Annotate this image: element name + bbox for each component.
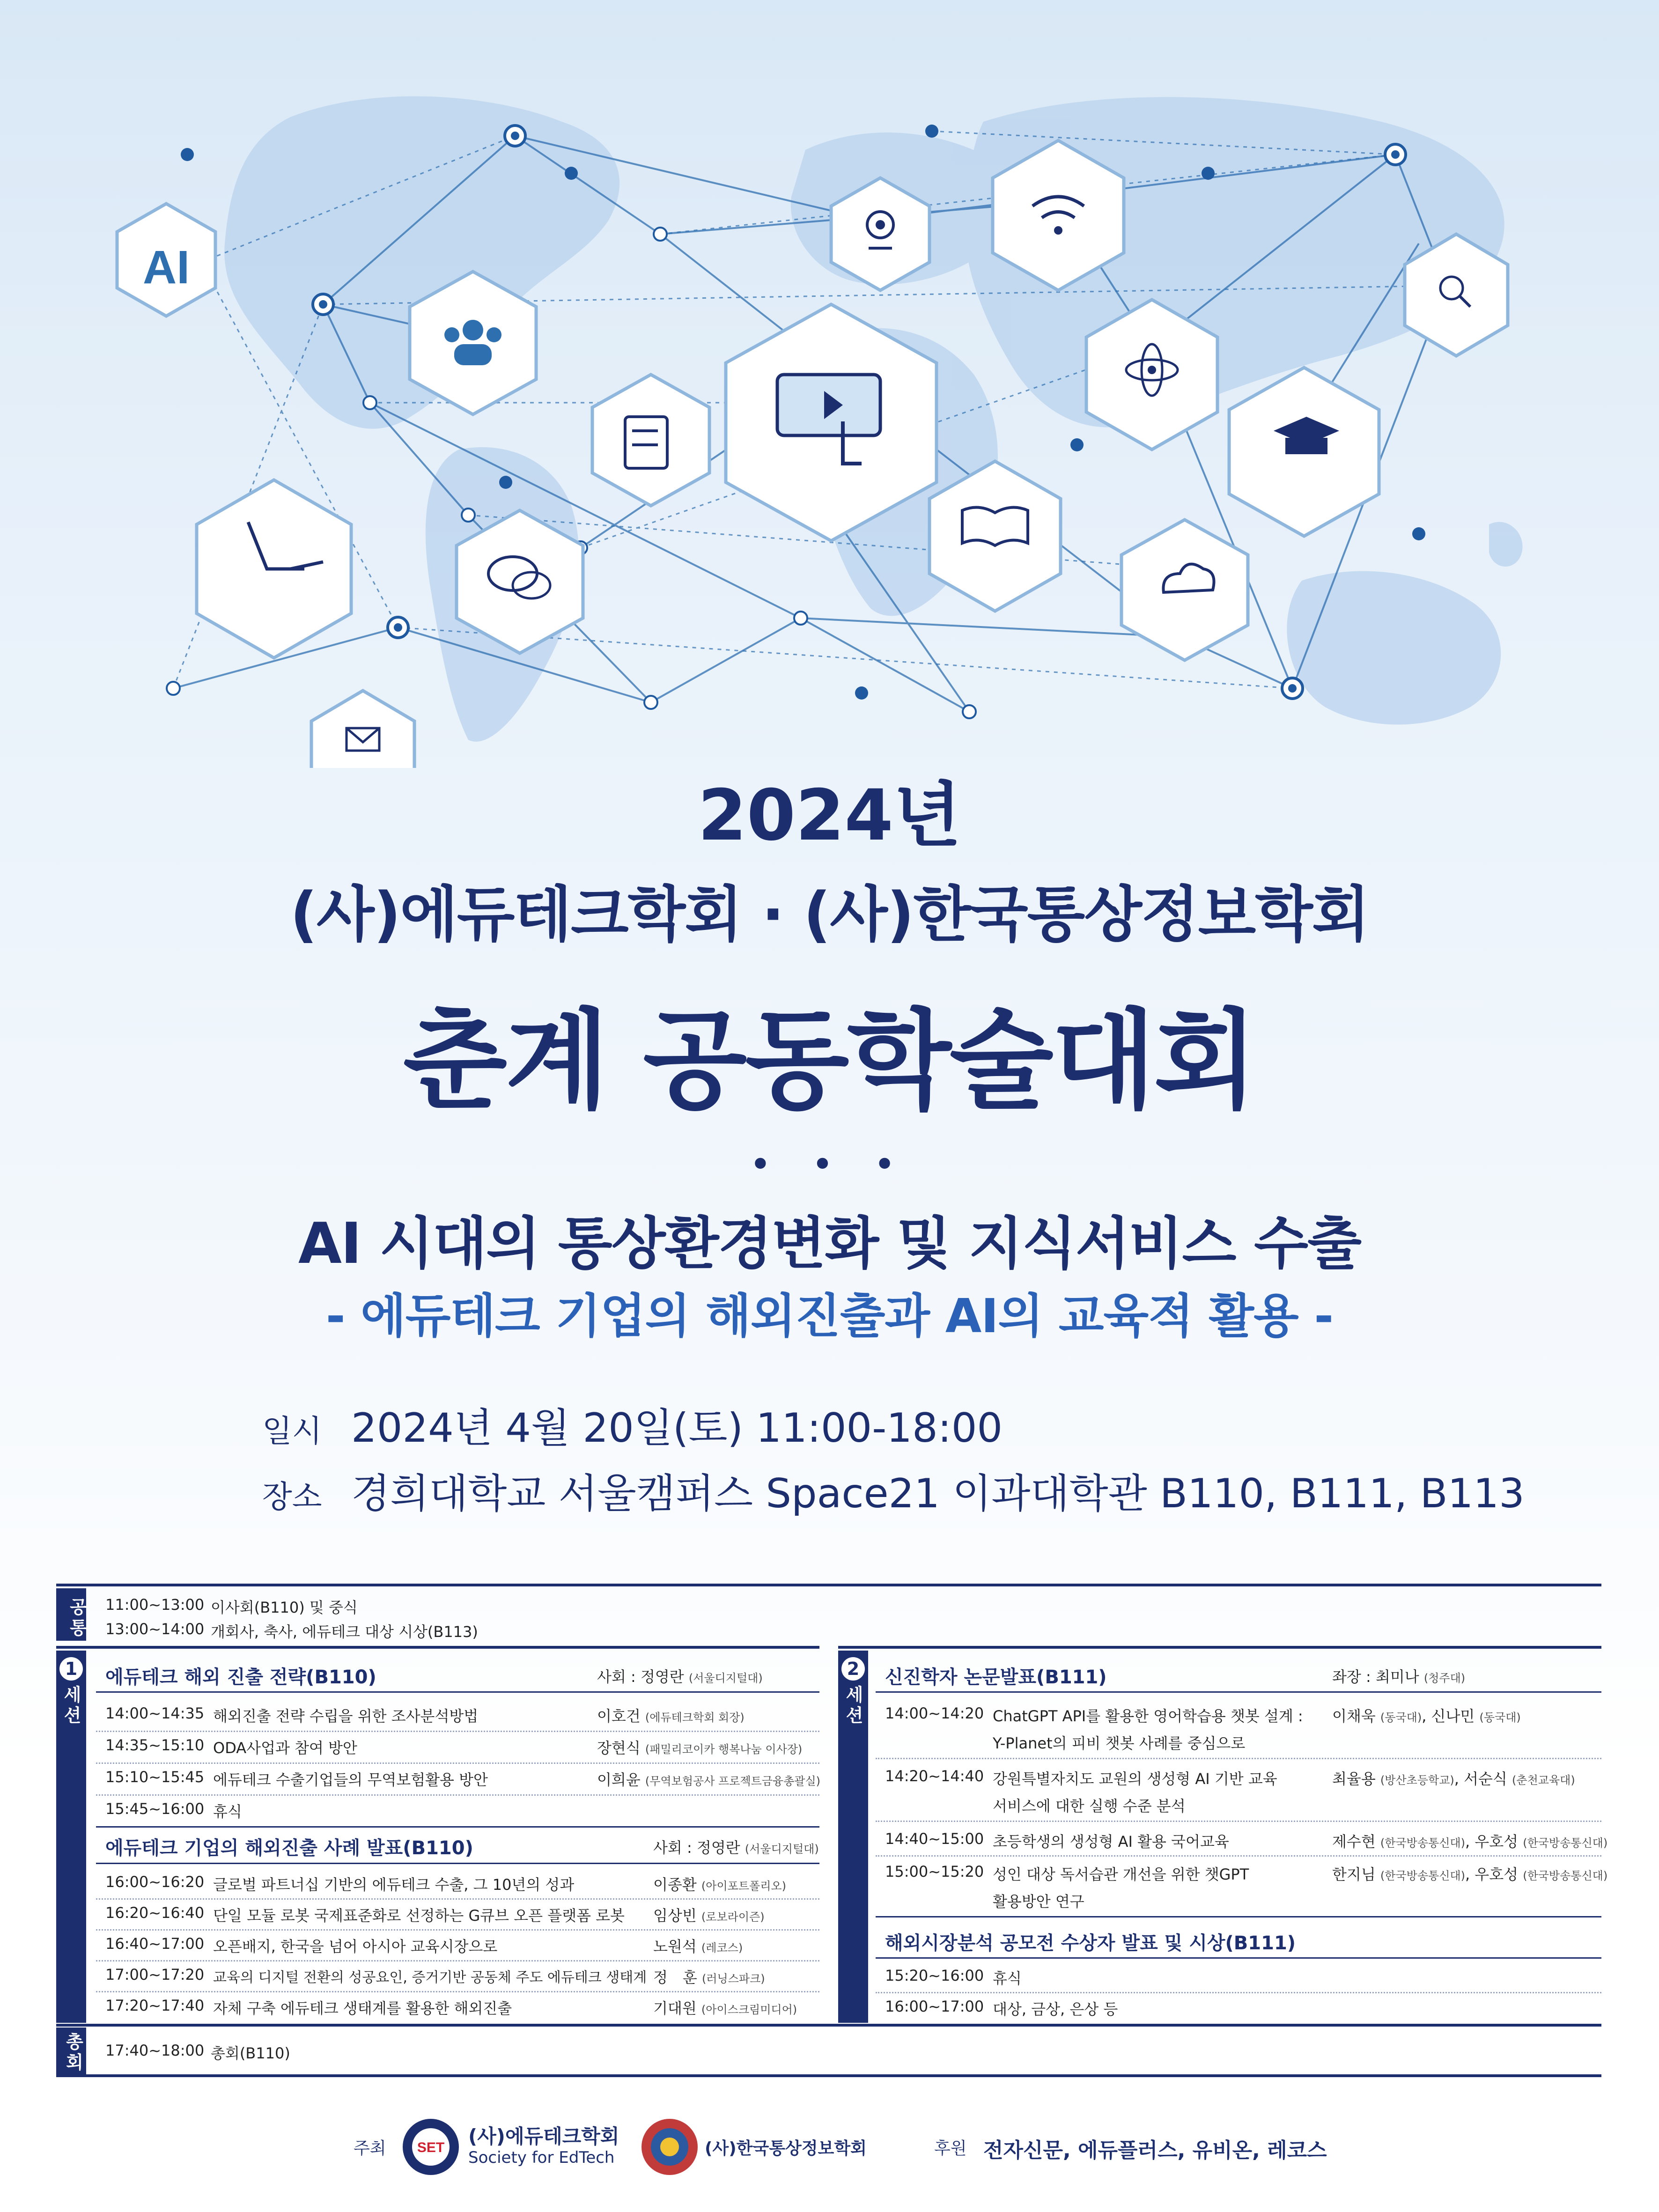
tab-common: 공통	[56, 1588, 86, 1641]
conference-subtheme: - 에듀테크 기업의 해외진출과 AI의 교육적 활용 -	[325, 1289, 1334, 1343]
org2-name: (사)한국통상정보학회	[705, 2139, 867, 2158]
date-row	[262, 1395, 1003, 1453]
mail-icon	[311, 691, 414, 768]
footer	[0, 2116, 1659, 2177]
session-1-label: 세션	[60, 1685, 81, 1726]
session-2-label: 세션	[842, 1685, 863, 1726]
venue-row	[262, 1461, 1525, 1519]
date-label: 일시	[262, 1413, 322, 1449]
sponsor-label: 후원	[934, 2139, 967, 2158]
session1-block1-title: 에듀테크 해외 진출 전략(B110)	[105, 1666, 376, 1688]
tab-session-1	[56, 1651, 86, 2023]
schedule-bottom-rule	[56, 2074, 1601, 2077]
divider-dots: • • •	[749, 1143, 910, 1186]
session2-block1-title: 신진학자 논문발표(B111)	[885, 1666, 1107, 1688]
schedule-top-rule	[56, 1584, 1601, 1586]
hero-network-illustration	[0, 0, 1659, 768]
org1-name: (사)에듀테크학회	[468, 2125, 619, 2148]
session1-rule	[56, 1646, 819, 1649]
document-edit-icon	[592, 375, 709, 506]
page-title: 춘계 공동학술대회	[403, 999, 1256, 1124]
organizer-names: (사)에듀테크학회 · (사)한국통상정보학회	[290, 880, 1369, 950]
date-value: 2024년 4월 20일(토) 11:00-18:00	[351, 1405, 1003, 1452]
edtech-logo-icon	[400, 2116, 461, 2177]
sponsor-list: 전자신문, 에듀플러스, 유비온, 레코스	[983, 2138, 1327, 2162]
laptop-icon	[197, 480, 351, 658]
conference-theme: AI 시대의 통상환경변화 및 지식서비스 수출	[298, 1211, 1361, 1276]
kati-logo-icon	[639, 2116, 700, 2177]
venue-value: 경희대학교 서울캠퍼스 Space21 이과대학관 B110, B111, B113	[351, 1470, 1525, 1517]
event-year: 2024년	[698, 775, 961, 856]
tab-session-2	[838, 1651, 868, 2023]
svg-text:SET: SET	[417, 2140, 445, 2155]
graduation-cap-icon	[1229, 368, 1379, 536]
ai-hex	[117, 204, 215, 316]
session2-rule	[838, 1646, 1601, 1649]
session1-block1-chair: 사회 : 정영란 (서울디지털대)	[597, 1668, 763, 1686]
host-label: 주최	[354, 2139, 386, 2158]
session-1-number: 1	[59, 1657, 83, 1681]
session2-block1-chair: 좌장 : 최미나 (청주대)	[1332, 1668, 1466, 1686]
tab-closing: 총회	[56, 2028, 86, 2074]
svg-text:AI: AI	[143, 241, 190, 294]
session1-block2-chair: 사회 : 정영란 (서울디지털대)	[653, 1839, 819, 1857]
session-2-number: 2	[841, 1657, 865, 1681]
session1-block1-rule	[96, 1691, 819, 1693]
session2-block2-title: 해외시장분석 공모전 수상자 발표 및 시상(B111)	[885, 1932, 1296, 1954]
venue-label: 장소	[262, 1479, 322, 1515]
cloud-icon	[1121, 520, 1248, 660]
session1-block2-title: 에듀테크 기업의 해외진출 사례 발표(B110)	[105, 1837, 473, 1859]
org1-english-name: Society for EdTech	[468, 2148, 615, 2167]
